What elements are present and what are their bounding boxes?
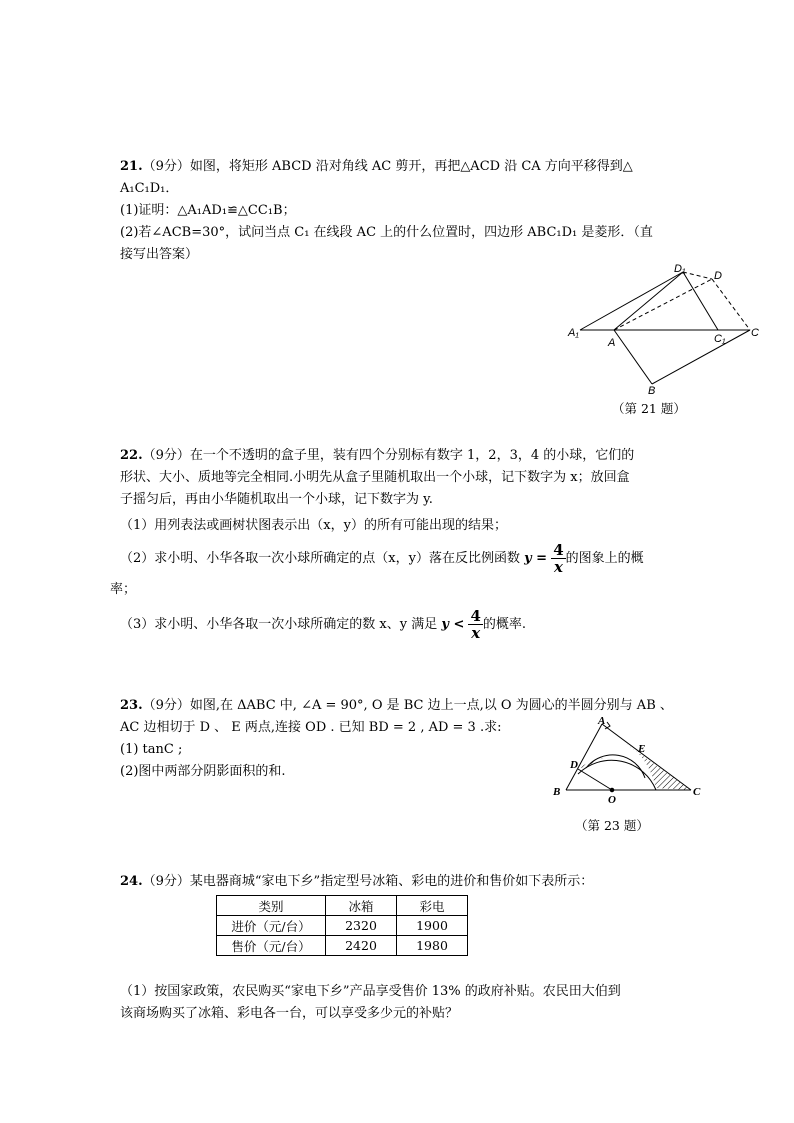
q21-label-A1: A₁ (568, 327, 579, 339)
question-22 (110, 445, 680, 643)
q21-line-DC-dashed (712, 279, 750, 330)
q23-part-2: (2)图中两部分阴影面积的和. (120, 764, 286, 779)
q23-caption: （第 23 题） (575, 818, 649, 833)
table-header-cell: 彩电 (397, 896, 468, 916)
question-21 (120, 156, 680, 266)
q21-label-A: A (608, 337, 616, 349)
table-cell: 售价（元/台） (217, 936, 326, 956)
q22-p2-fraction: $\frac{4}{x}$ (553, 541, 564, 576)
q24-part-1-line-2: 该商场购买了冰箱、彩电各一台，可以享受多少元的补贴？ (120, 1006, 459, 1021)
q21-line-AD-dashed (614, 279, 712, 330)
q21-line-2: A₁C₁D₁． (120, 181, 179, 196)
q21-label-B: B (648, 385, 656, 397)
q23-label-B: B (553, 786, 561, 798)
q21-figure (560, 262, 780, 397)
q23-side-AC (602, 724, 691, 790)
q21-line-1: 21.（9分）如图，将矩形 ABCD 沿对角线 AC 剪开，再把△ACD 沿 CA 方向平移得到△ (120, 159, 633, 174)
q24-part-1 (120, 981, 680, 1025)
question-24 (120, 871, 680, 893)
q23-figure (548, 716, 708, 806)
q23-label-C: C (693, 786, 701, 798)
q23-line-2: AC 边相切于 D 、 E 两点,连接 OD . 已知 BD = 2 , AD = 3 .求: (120, 720, 502, 735)
table-cell: 1900 (397, 916, 468, 936)
q23-label-O: O (608, 794, 616, 806)
q21-number: 21. (120, 159, 143, 174)
q22-part-2-cont: 率； (110, 582, 137, 597)
q22-part-2: （2）求小明、小华各取一次小球所确定的点（x，y）落在反比例函数 y = $\frac{4}{x}$ 的图象上的概 (120, 541, 644, 576)
table-cell: 1980 (397, 936, 468, 956)
table-row (217, 936, 468, 956)
q23-label-A: A (598, 716, 606, 727)
q23-part-1: (1) tanC ; (120, 742, 183, 757)
q23-center-O (610, 788, 614, 792)
q21-part-2: (2)若∠ACB=30°，试问当点 C₁ 在线段 AC 上的什么位置时，四边形 ABC₁D₁ 是菱形．（直 (120, 225, 653, 240)
table-header-cell: 类别 (217, 896, 326, 916)
q21-line-AD1 (614, 272, 683, 330)
table-cell: 2320 (326, 916, 397, 936)
q23-label-D: D (570, 759, 578, 771)
q22-p3-lhs: y < (441, 617, 465, 632)
q23-number: 23. (120, 698, 143, 713)
q21-line-AB (614, 330, 652, 384)
q24-price-table (216, 895, 468, 956)
q22-line-3: 子摇匀后，再由小华随机取出一个小球，记下数字为 y. (120, 492, 433, 507)
q22-part-3: （3）求小明、小华各取一次小球所确定的数 x、y 满足 y < $\frac{4}{x}$ 的概率. (120, 607, 527, 642)
q21-line-D1D-dashed (683, 272, 712, 279)
table-cell: 进价（元/台） (217, 916, 326, 936)
q22-p3-fraction: $\frac{4}{x}$ (470, 607, 481, 642)
q23-right-angle-mark (605, 722, 610, 729)
q24-number: 24. (120, 874, 143, 889)
q24-line-1: 24.（9分）某电器商城“家电下乡”指定型号冰箱、彩电的进价和售价如下表所示： (120, 874, 594, 889)
q22-line-2: 形状、大小、质地等完全相同.小明先从盒子里随机取出一个小球，记下数字为 x；放回盒 (120, 470, 630, 485)
table-header-cell: 冰箱 (326, 896, 397, 916)
q23-label-E: E (638, 743, 646, 755)
q22-number: 22. (120, 448, 143, 463)
table-cell: 2420 (326, 936, 397, 956)
q21-label-C: C (751, 327, 759, 339)
q24-part-1-line-1: （1）按国家政策，农民购买“家电下乡”产品享受售价 13% 的政府补贴。农民田大伯到 (120, 984, 621, 999)
table-header-row (217, 896, 468, 916)
q21-label-C1: C₁ (714, 333, 726, 345)
q22-p2-lhs: y = (524, 551, 548, 566)
q21-label-D1: D₁ (674, 263, 686, 275)
q21-line-A1D1 (580, 272, 683, 330)
q22-line-1: 22.（9分）在一个不透明的盒子里，装有四个分别标有数字 1，2，3，4 的小球，它们的 (120, 448, 635, 463)
q22-part-1: （1）用列表法或画树状图表示出（x，y）的所有可能出现的结果； (120, 518, 507, 533)
q21-line-BC (652, 330, 750, 384)
q23-segment-OD (578, 769, 612, 790)
q23-line-1: 23.（9分）如图,在 ΔABC 中, ∠A = 90°, O 是 BC 边上一点,以 O 为圆心的半圆分别与 AB 、 (120, 698, 673, 713)
q21-label-D: D (714, 270, 722, 282)
q21-part-1: (1)证明：△A₁AD₁≌△CC₁B； (120, 203, 296, 218)
q21-caption: （第 21 题） (612, 401, 686, 416)
table-row (217, 916, 468, 936)
q21-part-2-cont: 接写出答案） (120, 247, 199, 262)
